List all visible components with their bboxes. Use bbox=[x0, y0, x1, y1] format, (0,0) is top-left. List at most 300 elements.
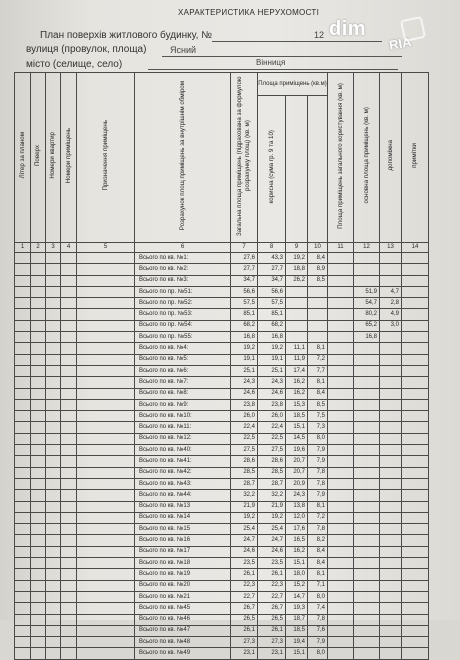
empty-cell bbox=[77, 433, 135, 444]
empty-cell bbox=[15, 445, 31, 456]
cell-c8: 25,4 bbox=[258, 524, 286, 535]
cell-c10: 8,4 bbox=[308, 546, 328, 557]
cell-c10: 8,1 bbox=[308, 501, 328, 512]
empty-cell bbox=[15, 625, 31, 636]
empty-cell bbox=[328, 603, 354, 614]
cell-c7: 68,2 bbox=[231, 320, 258, 331]
table-row bbox=[15, 546, 429, 557]
cell-c10: 8,4 bbox=[308, 388, 328, 399]
cell-c10 bbox=[308, 286, 328, 297]
empty-cell bbox=[328, 591, 354, 602]
cell-c9: 15,3 bbox=[286, 399, 308, 410]
empty-cell bbox=[77, 320, 135, 331]
empty-cell bbox=[77, 535, 135, 546]
col-number: 13 bbox=[380, 243, 402, 253]
table-row bbox=[15, 580, 429, 591]
empty-cell bbox=[77, 580, 135, 591]
empty-cell bbox=[31, 286, 46, 297]
table-row bbox=[15, 309, 429, 320]
empty-cell bbox=[15, 343, 31, 354]
cell-c8: 57,5 bbox=[258, 298, 286, 309]
plan-line: План поверхів житлового будинку, № bbox=[40, 30, 212, 41]
city-label: місто (селище, село) bbox=[26, 59, 123, 70]
cell-c13: 4,7 bbox=[380, 286, 402, 297]
empty-cell bbox=[402, 433, 429, 444]
cell-c12 bbox=[354, 365, 380, 376]
cell-c12 bbox=[354, 512, 380, 523]
empty-cell bbox=[77, 467, 135, 478]
cell-c8: 43,3 bbox=[258, 253, 286, 264]
cell-c12: 16,8 bbox=[354, 332, 380, 343]
empty-cell bbox=[328, 535, 354, 546]
empty-cell bbox=[328, 524, 354, 535]
empty-cell bbox=[328, 298, 354, 309]
empty-cell bbox=[77, 298, 135, 309]
empty-cell bbox=[77, 422, 135, 433]
empty-cell bbox=[46, 456, 61, 467]
table-row bbox=[15, 365, 429, 376]
cell-c13 bbox=[380, 580, 402, 591]
cell-c8: 28,5 bbox=[258, 467, 286, 478]
empty-cell bbox=[61, 365, 77, 376]
cell-c8: 23,5 bbox=[258, 558, 286, 569]
empty-cell bbox=[61, 275, 77, 286]
empty-cell bbox=[15, 478, 31, 489]
empty-cell bbox=[15, 603, 31, 614]
cell-c12 bbox=[354, 535, 380, 546]
cell-c8: 19,1 bbox=[258, 354, 286, 365]
row-label: Всього по кв. №10: bbox=[135, 411, 231, 422]
empty-cell bbox=[77, 569, 135, 580]
empty-cell bbox=[402, 501, 429, 512]
cell-c7: 26,7 bbox=[231, 603, 258, 614]
cell-c12 bbox=[354, 354, 380, 365]
empty-cell bbox=[77, 614, 135, 625]
empty-cell bbox=[31, 478, 46, 489]
cell-c13: 3,0 bbox=[380, 320, 402, 331]
cell-c9 bbox=[286, 286, 308, 297]
table-row bbox=[15, 388, 429, 399]
cell-c12 bbox=[354, 625, 380, 636]
empty-cell bbox=[15, 558, 31, 569]
cell-c9: 18,8 bbox=[286, 264, 308, 275]
empty-cell bbox=[61, 298, 77, 309]
empty-cell bbox=[46, 377, 61, 388]
cell-c7: 23,1 bbox=[231, 648, 258, 659]
cell-c7: 19,2 bbox=[231, 343, 258, 354]
cell-c9: 19,2 bbox=[286, 253, 308, 264]
table-row bbox=[15, 264, 429, 275]
table-row bbox=[15, 614, 429, 625]
empty-cell bbox=[31, 535, 46, 546]
row-label: Всього по кв. №21 bbox=[135, 591, 231, 602]
empty-cell bbox=[402, 478, 429, 489]
cell-c13 bbox=[380, 637, 402, 648]
empty-cell bbox=[15, 275, 31, 286]
cell-c13 bbox=[380, 501, 402, 512]
empty-cell bbox=[328, 264, 354, 275]
cell-c13 bbox=[380, 445, 402, 456]
cell-c8: 34,7 bbox=[258, 275, 286, 286]
empty-cell bbox=[15, 524, 31, 535]
col-header-area-group: Площа приміщень (кв.м) bbox=[258, 73, 328, 96]
cell-c12 bbox=[354, 275, 380, 286]
empty-cell bbox=[402, 275, 429, 286]
cell-c12: 51,9 bbox=[354, 286, 380, 297]
col-header-total-area: Загальна площа приміщень (підрахована за формулою розрахунку площ) (кв. м) bbox=[231, 73, 258, 243]
empty-cell bbox=[77, 354, 135, 365]
empty-cell bbox=[61, 569, 77, 580]
empty-cell bbox=[31, 591, 46, 602]
cell-c8: 22,3 bbox=[258, 580, 286, 591]
empty-cell bbox=[31, 264, 46, 275]
cell-c8: 19,2 bbox=[258, 343, 286, 354]
empty-cell bbox=[402, 388, 429, 399]
row-label: Всього по кв. №11: bbox=[135, 422, 231, 433]
empty-cell bbox=[31, 467, 46, 478]
cell-c13 bbox=[380, 524, 402, 535]
cell-c12 bbox=[354, 445, 380, 456]
empty-cell bbox=[46, 569, 61, 580]
cell-c10: 8,9 bbox=[308, 264, 328, 275]
empty-cell bbox=[46, 614, 61, 625]
empty-cell bbox=[31, 332, 46, 343]
cell-c12: 65,2 bbox=[354, 320, 380, 331]
empty-cell bbox=[402, 648, 429, 659]
table-row bbox=[15, 411, 429, 422]
empty-cell bbox=[46, 580, 61, 591]
empty-cell bbox=[402, 558, 429, 569]
cell-c9: 16,2 bbox=[286, 377, 308, 388]
empty-cell bbox=[46, 558, 61, 569]
empty-cell bbox=[31, 365, 46, 376]
empty-cell bbox=[402, 467, 429, 478]
cell-c12 bbox=[354, 490, 380, 501]
empty-cell bbox=[15, 253, 31, 264]
empty-cell bbox=[15, 286, 31, 297]
empty-cell bbox=[15, 332, 31, 343]
empty-cell bbox=[402, 512, 429, 523]
cell-c12 bbox=[354, 422, 380, 433]
cell-c10: 7,4 bbox=[308, 603, 328, 614]
empty-cell bbox=[31, 648, 46, 659]
cell-c12 bbox=[354, 264, 380, 275]
col-number: 2 bbox=[31, 243, 46, 253]
row-label: Всього по кв. №9: bbox=[135, 399, 231, 410]
empty-cell bbox=[328, 354, 354, 365]
table-row bbox=[15, 490, 429, 501]
empty-cell bbox=[31, 558, 46, 569]
cell-c10: 7,5 bbox=[308, 411, 328, 422]
cell-c10: 7,2 bbox=[308, 512, 328, 523]
empty-cell bbox=[61, 490, 77, 501]
col-header-main-area: основна площа приміщень (кв. м) bbox=[354, 73, 380, 243]
cell-c13 bbox=[380, 467, 402, 478]
empty-cell bbox=[31, 512, 46, 523]
plan-number: 12 bbox=[314, 30, 325, 40]
row-label: Всього по пр. №55: bbox=[135, 332, 231, 343]
cell-c12 bbox=[354, 558, 380, 569]
empty-cell bbox=[46, 535, 61, 546]
cell-c8: 24,7 bbox=[258, 535, 286, 546]
empty-cell bbox=[31, 445, 46, 456]
col-number: 3 bbox=[46, 243, 61, 253]
empty-cell bbox=[328, 422, 354, 433]
empty-cell bbox=[402, 377, 429, 388]
empty-cell bbox=[15, 501, 31, 512]
cell-c10: 7,9 bbox=[308, 490, 328, 501]
empty-cell bbox=[46, 501, 61, 512]
empty-cell bbox=[77, 275, 135, 286]
cell-c7: 56,6 bbox=[231, 286, 258, 297]
empty-cell bbox=[61, 648, 77, 659]
empty-cell bbox=[77, 603, 135, 614]
cell-c12 bbox=[354, 614, 380, 625]
row-label: Всього по кв. №13 bbox=[135, 501, 231, 512]
cell-c13 bbox=[380, 569, 402, 580]
empty-cell bbox=[402, 286, 429, 297]
empty-cell bbox=[61, 478, 77, 489]
cell-c10: 8,1 bbox=[308, 343, 328, 354]
empty-cell bbox=[77, 399, 135, 410]
cell-c10: 7,1 bbox=[308, 580, 328, 591]
empty-cell bbox=[328, 320, 354, 331]
cell-c8: 32,2 bbox=[258, 490, 286, 501]
col-header-useful: корисна (сума гр. 9 та 10) bbox=[258, 96, 286, 243]
empty-cell bbox=[328, 411, 354, 422]
cell-c12 bbox=[354, 637, 380, 648]
empty-cell bbox=[61, 603, 77, 614]
cell-c12 bbox=[354, 546, 380, 557]
cell-c7: 85,1 bbox=[231, 309, 258, 320]
cell-c10: 7,9 bbox=[308, 456, 328, 467]
cell-c13 bbox=[380, 625, 402, 636]
empty-cell bbox=[77, 546, 135, 557]
row-label: Всього по кв. №3: bbox=[135, 275, 231, 286]
row-label: Всього по кв. №46 bbox=[135, 614, 231, 625]
empty-cell bbox=[77, 558, 135, 569]
empty-cell bbox=[328, 478, 354, 489]
cell-c13 bbox=[380, 275, 402, 286]
empty-cell bbox=[46, 637, 61, 648]
empty-cell bbox=[61, 320, 77, 331]
empty-cell bbox=[328, 286, 354, 297]
empty-cell bbox=[402, 320, 429, 331]
cell-c9 bbox=[286, 332, 308, 343]
cell-c9: 20,7 bbox=[286, 467, 308, 478]
column-number-row bbox=[15, 243, 429, 253]
cell-c13 bbox=[380, 512, 402, 523]
empty-cell bbox=[46, 264, 61, 275]
col-header-apartments: Номери квартир bbox=[46, 73, 61, 243]
empty-cell bbox=[31, 388, 46, 399]
empty-cell bbox=[46, 411, 61, 422]
cell-c8: 25,1 bbox=[258, 365, 286, 376]
empty-cell bbox=[77, 512, 135, 523]
empty-cell bbox=[402, 535, 429, 546]
cell-c7: 23,8 bbox=[231, 399, 258, 410]
cell-c12 bbox=[354, 343, 380, 354]
cell-c9: 15,1 bbox=[286, 422, 308, 433]
cell-c9: 17,4 bbox=[286, 365, 308, 376]
cell-c8: 23,1 bbox=[258, 648, 286, 659]
empty-cell bbox=[31, 524, 46, 535]
empty-cell bbox=[15, 399, 31, 410]
cell-c13: 4,9 bbox=[380, 309, 402, 320]
row-label: Всього по кв. №14 bbox=[135, 512, 231, 523]
cell-c12 bbox=[354, 399, 380, 410]
cell-c10: 7,3 bbox=[308, 422, 328, 433]
table-row bbox=[15, 275, 429, 286]
empty-cell bbox=[15, 456, 31, 467]
row-label: Всього по пр. №52: bbox=[135, 298, 231, 309]
cell-c7: 24,6 bbox=[231, 546, 258, 557]
table-row bbox=[15, 422, 429, 433]
cell-c10: 8,0 bbox=[308, 591, 328, 602]
row-label: Всього по кв. №49 bbox=[135, 648, 231, 659]
cell-c10: 8,4 bbox=[308, 558, 328, 569]
cell-c10: 7,2 bbox=[308, 354, 328, 365]
table-row bbox=[15, 298, 429, 309]
row-label: Всього по кв. №12: bbox=[135, 433, 231, 444]
empty-cell bbox=[61, 422, 77, 433]
cell-c10: 7,8 bbox=[308, 467, 328, 478]
cell-c8: 85,1 bbox=[258, 309, 286, 320]
table-row bbox=[15, 332, 429, 343]
empty-cell bbox=[61, 512, 77, 523]
empty-cell bbox=[31, 309, 46, 320]
empty-cell bbox=[77, 343, 135, 354]
empty-cell bbox=[328, 625, 354, 636]
empty-cell bbox=[61, 614, 77, 625]
cell-c7: 26,0 bbox=[231, 411, 258, 422]
empty-cell bbox=[77, 625, 135, 636]
cell-c9: 26,2 bbox=[286, 275, 308, 286]
empty-cell bbox=[77, 456, 135, 467]
empty-cell bbox=[328, 637, 354, 648]
empty-cell bbox=[77, 637, 135, 648]
cell-c7: 34,7 bbox=[231, 275, 258, 286]
empty-cell bbox=[61, 535, 77, 546]
row-label: Всього по пр. №53: bbox=[135, 309, 231, 320]
empty-cell bbox=[46, 298, 61, 309]
col-number: 11 bbox=[328, 243, 354, 253]
row-label: Всього по кв. №42: bbox=[135, 467, 231, 478]
empty-cell bbox=[61, 388, 77, 399]
cell-c7: 25,1 bbox=[231, 365, 258, 376]
cell-c10 bbox=[308, 332, 328, 343]
empty-cell bbox=[61, 354, 77, 365]
col-header-common-area: Площа приміщень загального користування (кв. м) bbox=[328, 73, 354, 243]
empty-cell bbox=[77, 648, 135, 659]
cell-c9: 16,2 bbox=[286, 388, 308, 399]
cell-c7: 26,1 bbox=[231, 569, 258, 580]
empty-cell bbox=[46, 275, 61, 286]
row-label: Всього по кв. №45 bbox=[135, 603, 231, 614]
cell-c12 bbox=[354, 501, 380, 512]
cell-c9: 16,2 bbox=[286, 546, 308, 557]
empty-cell bbox=[328, 490, 354, 501]
cell-c12 bbox=[354, 648, 380, 659]
cell-c7: 23,5 bbox=[231, 558, 258, 569]
cell-c10: 8,0 bbox=[308, 648, 328, 659]
cell-c8: 27,7 bbox=[258, 264, 286, 275]
empty-cell bbox=[77, 445, 135, 456]
row-label: Всього по кв. №20 bbox=[135, 580, 231, 591]
empty-cell bbox=[15, 422, 31, 433]
cell-c13 bbox=[380, 603, 402, 614]
table-row bbox=[15, 320, 429, 331]
empty-cell bbox=[402, 411, 429, 422]
empty-cell bbox=[328, 580, 354, 591]
empty-cell bbox=[77, 365, 135, 376]
empty-cell bbox=[46, 309, 61, 320]
cell-c8: 22,4 bbox=[258, 422, 286, 433]
cell-c8: 26,5 bbox=[258, 614, 286, 625]
cell-c8: 19,2 bbox=[258, 512, 286, 523]
empty-cell bbox=[328, 275, 354, 286]
empty-cell bbox=[15, 433, 31, 444]
empty-cell bbox=[46, 354, 61, 365]
cell-c10: 7,8 bbox=[308, 524, 328, 535]
empty-cell bbox=[402, 253, 429, 264]
table-row bbox=[15, 535, 429, 546]
cell-c12 bbox=[354, 467, 380, 478]
city-value: Вінниця bbox=[256, 58, 286, 67]
row-label: Всього по кв. №47 bbox=[135, 625, 231, 636]
empty-cell bbox=[46, 332, 61, 343]
empty-cell bbox=[77, 286, 135, 297]
cell-c12 bbox=[354, 580, 380, 591]
empty-cell bbox=[46, 490, 61, 501]
cell-c13 bbox=[380, 433, 402, 444]
cell-c7: 27,6 bbox=[231, 253, 258, 264]
cell-c12 bbox=[354, 524, 380, 535]
empty-cell bbox=[46, 433, 61, 444]
cell-c8: 16,8 bbox=[258, 332, 286, 343]
cell-c13 bbox=[380, 388, 402, 399]
table-row bbox=[15, 354, 429, 365]
empty-cell bbox=[15, 546, 31, 557]
cell-c9 bbox=[286, 309, 308, 320]
cell-c8: 68,2 bbox=[258, 320, 286, 331]
empty-cell bbox=[328, 558, 354, 569]
table-body bbox=[15, 253, 429, 660]
cell-c7: 27,5 bbox=[231, 445, 258, 456]
cell-c10: 7,9 bbox=[308, 445, 328, 456]
cell-c10: 7,6 bbox=[308, 625, 328, 636]
cell-c9: 15,1 bbox=[286, 558, 308, 569]
row-label: Всього по кв. №40: bbox=[135, 445, 231, 456]
watermark-stamp-icon bbox=[400, 16, 426, 42]
cell-c12 bbox=[354, 456, 380, 467]
empty-cell bbox=[15, 580, 31, 591]
cell-c7: 19,2 bbox=[231, 512, 258, 523]
cell-c9: 18,0 bbox=[286, 569, 308, 580]
empty-cell bbox=[31, 422, 46, 433]
cell-c7: 28,5 bbox=[231, 467, 258, 478]
cell-c13: 2,8 bbox=[380, 298, 402, 309]
cell-c7: 22,7 bbox=[231, 591, 258, 602]
cell-c12 bbox=[354, 478, 380, 489]
cell-c8: 26,1 bbox=[258, 569, 286, 580]
empty-cell bbox=[77, 501, 135, 512]
cell-c8: 28,7 bbox=[258, 478, 286, 489]
row-label: Всього по кв. №4: bbox=[135, 343, 231, 354]
cell-c7: 27,7 bbox=[231, 264, 258, 275]
table-row bbox=[15, 478, 429, 489]
cell-c13 bbox=[380, 264, 402, 275]
